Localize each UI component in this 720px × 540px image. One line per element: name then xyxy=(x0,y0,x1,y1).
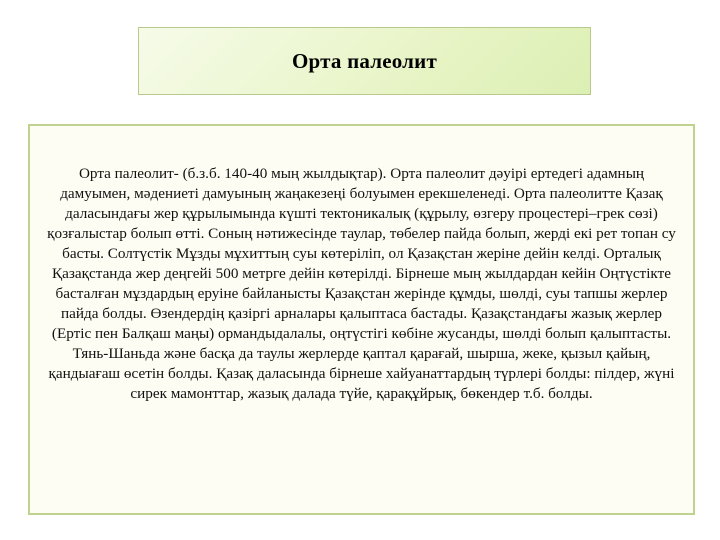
slide-body-text: Орта палеолит- (б.з.б. 140-40 мың жылдықтар). Орта палеолит дәуірі ертедегі адамның дамуымен, мәдениеті дамуының жаңакезеңі болуымен ерекшеленеді. Орта палеолитте Қазақ даласындағы жер құрылымында күшті тектоникалық (құрылу, өзгеру процестері–грек сөзі) қозғалыстар болып өтті. Соның нәтижесінде таулар, төбелер пайда болып, жерді екі рет топан су басты. Солтүстік Мұзды мұхиттың суы көтеріліп, ол Қазақстан жеріне дейін келді. Орталық Қазақстанда жер деңгейі 500 метрге дейін көтерілді. Бірнеше мың жылдардан кейін Оңтүстікте басталған мұздардың еруіне байланысты Қазақстан жерінде құмды, шөлді, суы тапшы жерлер пайда болды. Өзендердің қазіргі арналары қалыптаса бастады. Қазақстандағы жазық жерлер (Ертіс пен Балқаш маңы) ормандыдалалы, оңтүстігі көбіне жусанды, шөлді болып қалыптасты. Тянь-Шаньда және басқа да таулы жерлерде қаптал қарағай, шырша, жеке, қызыл қайың, қандыағаш өсетін болды. Қазақ даласында бірнеше хайуанаттардың түрлері болды: пілдер, жүні сирек мамонттар, жазық далада түйе, қарақұйрық, бөкендер т.б. болды. xyxy=(47,165,676,402)
slide-title: Орта палеолит xyxy=(292,48,437,73)
slide-title-box xyxy=(138,27,591,95)
slide-content-box xyxy=(28,124,695,515)
